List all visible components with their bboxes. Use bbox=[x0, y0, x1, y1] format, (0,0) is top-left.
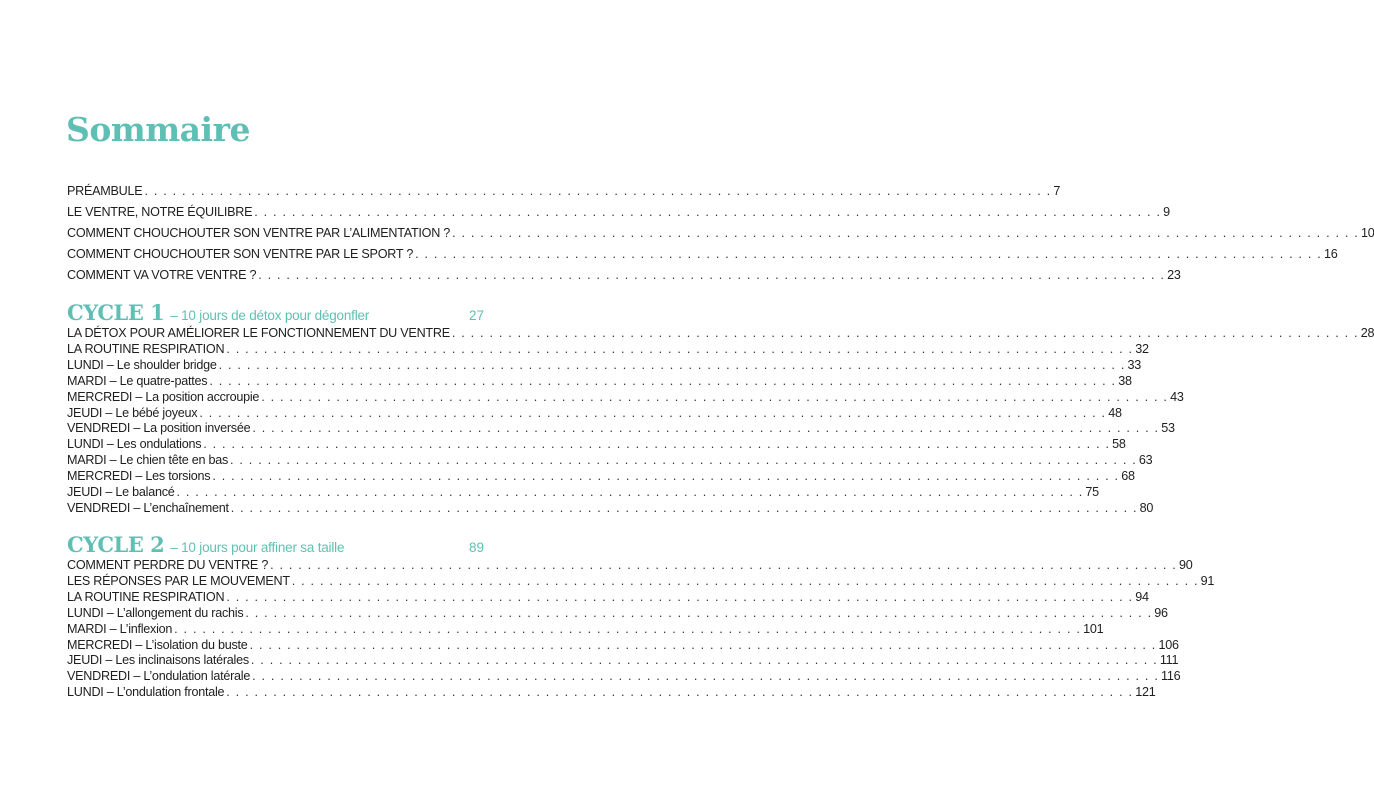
toc-entry-label: LE VENTRE, NOTRE ÉQUILIBRE bbox=[67, 205, 253, 219]
toc-entry[interactable] bbox=[67, 605, 1168, 622]
toc-entry-page: 58 bbox=[1112, 437, 1126, 452]
toc-entry[interactable] bbox=[67, 621, 1104, 638]
toc-entry-page: 23 bbox=[1167, 268, 1181, 282]
dot-leader: . . . . . . . . . . . . . . . . . . . . . . . . . . . . . . . . . . . . . . . . . . . . . . . . . . . . . . . . . . . . . . . . . . . . . . . . . . . . . . . . . . . . . . . . . . . . . . . . . bbox=[144, 184, 1052, 198]
toc-entry-label: LUNDI – Les ondulations bbox=[67, 437, 202, 452]
toc-entry-page: 16 bbox=[1324, 247, 1338, 261]
toc-entry-page: 111 bbox=[1159, 653, 1179, 668]
cycle-name: CYCLE 2 bbox=[67, 532, 165, 557]
toc-entry-label: MARDI – Le quatre-pattes bbox=[67, 373, 208, 388]
toc-entry-page: 91 bbox=[1200, 573, 1215, 588]
toc-entry[interactable] bbox=[67, 326, 1374, 342]
toc-entry-page: 48 bbox=[1108, 405, 1122, 420]
toc-entry[interactable] bbox=[67, 558, 1193, 574]
toc-entry-label: JEUDI – Le bébé joyeux bbox=[67, 405, 198, 420]
dot-leader: . . . . . . . . . . . . . . . . . . . . . . . . . . . . . . . . . . . . . . . . . . . . . . . . . . . . . . . . . . . . . . . . . . . . . . . . . . . . . . . . . . . . . . . . . . . . . . . . . bbox=[249, 637, 1157, 652]
toc-entry[interactable] bbox=[67, 223, 1374, 244]
toc-entry-label: MERCREDI – La position accroupie bbox=[67, 389, 260, 404]
toc-entry-label: COMMENT PERDRE DU VENTRE ? bbox=[67, 558, 269, 572]
toc-entry-label: LA DÉTOX POUR AMÉLIORER LE FONCTIONNEMENT DU VENTRE bbox=[67, 326, 450, 340]
toc-entry-label: PRÉAMBULE bbox=[67, 184, 143, 198]
toc-entry[interactable] bbox=[67, 589, 1149, 606]
toc-entry[interactable] bbox=[67, 265, 1181, 286]
dot-leader: . . . . . . . . . . . . . . . . . . . . . . . . . . . . . . . . . . . . . . . . . . . . . . . . . . . . . . . . . . . . . . . . . . . . . . . . . . . . . . . . . . . . . . . . . . . . . . . . . bbox=[250, 653, 1158, 668]
toc-entry-page: 80 bbox=[1139, 500, 1154, 515]
toc-entry-label: LA ROUTINE RESPIRATION bbox=[67, 589, 225, 604]
toc-entry-page: 106 bbox=[1158, 637, 1179, 652]
toc-entry-page: 28 bbox=[1360, 326, 1374, 340]
toc-entry-page: 116 bbox=[1161, 669, 1181, 684]
toc-entry-page: 63 bbox=[1138, 453, 1153, 468]
toc-entry-label: LUNDI – L’allongement du rachis bbox=[67, 605, 244, 620]
dot-leader: . . . . . . . . . . . . . . . . . . . . . . . . . . . . . . . . . . . . . . . . . . . . . . . . . . . . . . . . . . . . . . . . . . . . . . . . . . . . . . . . . . . . . . . . . . . . . . . . . bbox=[252, 421, 1160, 436]
dot-leader: . . . . . . . . . . . . . . . . . . . . . . . . . . . . . . . . . . . . . . . . . . . . . . . . . . . . . . . . . . . . . . . . . . . . . . . . . . . . . . . . . . . . . . . . . . . . . . . . . bbox=[291, 573, 1199, 588]
toc-entry-label: LA ROUTINE RESPIRATION bbox=[67, 341, 225, 356]
dot-leader: . . . . . . . . . . . . . . . . . . . . . . . . . . . . . . . . . . . . . . . . . . . . . . . . . . . . . . . . . . . . . . . . . . . . . . . . . . . . . . . . . . . . . . . . . . . . . . . . . bbox=[218, 357, 1126, 372]
toc-entry-page: 68 bbox=[1121, 469, 1135, 484]
toc-entry[interactable] bbox=[67, 437, 1126, 453]
toc-entry-page: 7 bbox=[1053, 184, 1061, 198]
toc-entry-page: 121 bbox=[1135, 685, 1156, 700]
toc-entry-label: COMMENT CHOUCHOUTER SON VENTRE PAR LE SPORT ? bbox=[67, 247, 414, 261]
dot-leader: . . . . . . . . . . . . . . . . . . . . . . . . . . . . . . . . . . . . . . . . . . . . . . . . . . . . . . . . . . . . . . . . . . . . . . . . . . . . . . . . . . . . . . . . . . . . . . . . . bbox=[203, 437, 1111, 452]
cycle-page: 27 bbox=[468, 308, 484, 323]
dot-leader: . . . . . . . . . . . . . . . . . . . . . . . . . . . . . . . . . . . . . . . . . . . . . . . . . . . . . . . . . . . . . . . . . . . . . . . . . . . . . . . . . . . . . . . . . . . . . . . . . bbox=[226, 685, 1134, 700]
dot-leader: . . . . . . . . . . . . . . . . . . . . . . . . . . . . . . . . . . . . . . . . . . . . . . . . . . . . . . . . . . . . . . . . . . . . . . . . . . . . . . . . . . . . . . . . . . . . . . . . . bbox=[226, 341, 1134, 356]
toc-entry-label: MERCREDI – L’isolation du buste bbox=[67, 637, 248, 652]
toc-entry-page: 10 bbox=[1360, 226, 1374, 240]
dot-leader: . . . . . . . . . . . . . . . . . . . . . . . . . . . . . . . . . . . . . . . . . . . . . . . . . . . . . . . . . . . . . . . . . . . . . . . . . . . . . . . . . . . . . . . . . . . . . . . . . bbox=[230, 453, 1137, 468]
toc-entry[interactable] bbox=[67, 669, 1181, 685]
toc-entry[interactable] bbox=[67, 637, 1179, 654]
toc-entry[interactable] bbox=[67, 469, 1135, 485]
dot-leader: . . . . . . . . . . . . . . . . . . . . . . . . . . . . . . . . . . . . . . . . . . . . . . . . . . . . . . . . . . . . . . . . . . . . . . . . . . . . . . . . . . . . . . . . . . . . . . . . . bbox=[452, 226, 1359, 240]
dot-leader: . . . . . . . . . . . . . . . . . . . . . . . . . . . . . . . . . . . . . . . . . . . . . . . . . . . . . . . . . . . . . . . . . . . . . . . . . . . . . . . . . . . . . . . . . . . . . . . . . bbox=[212, 469, 1120, 484]
page-title: Sommaire bbox=[66, 110, 250, 149]
toc-entry-label: LUNDI – L’ondulation frontale bbox=[67, 685, 225, 700]
toc-entry-page: 94 bbox=[1135, 589, 1149, 604]
dot-leader: . . . . . . . . . . . . . . . . . . . . . . . . . . . . . . . . . . . . . . . . . . . . . . . . . . . . . . . . . . . . . . . . . . . . . . . . . . . . . . . . . . . . . . . . . . . . . . . . . bbox=[226, 589, 1134, 604]
cycle-subtitle: – 10 jours pour affiner sa taille bbox=[170, 540, 345, 555]
dot-leader: . . . . . . . . . . . . . . . . . . . . . . . . . . . . . . . . . . . . . . . . . . . . . . . . . . . . . . . . . . . . . . . . . . . . . . . . . . . . . . . . . . . . . . . . . . . . . . . . . bbox=[261, 389, 1169, 404]
toc-entry-label: VENDREDI – L’ondulation latérale bbox=[67, 669, 251, 684]
dot-leader: . . . . . . . . . . . . . . . . . . . . . . . . . . . . . . . . . . . . . . . . . . . . . . . . . . . . . . . . . . . . . . . . . . . . . . . . . . . . . . . . . . . . . . . . . . . . . . . . . bbox=[258, 268, 1166, 282]
toc-entry-label: MERCREDI – Les torsions bbox=[67, 469, 211, 484]
toc-entry-label: VENDREDI – L’enchaînement bbox=[67, 500, 229, 515]
cycle-heading[interactable] bbox=[67, 300, 484, 324]
cycle-subtitle: – 10 jours de détox pour dégonfler bbox=[170, 308, 370, 323]
dot-leader: . . . . . . . . . . . . . . . . . . . . . . . . . . . . . . . . . . . . . . . . . . . . . . . . . . . . . . . . . . . . . . . . . . . . . . . . . . . . . . . . . . . . . . . . . . . . . . . . . bbox=[199, 405, 1107, 420]
toc-entry-page: 75 bbox=[1085, 485, 1099, 500]
toc-entry[interactable] bbox=[67, 181, 1061, 202]
toc-entry[interactable] bbox=[67, 485, 1099, 501]
cycle-2-section bbox=[67, 532, 1215, 701]
toc-entry[interactable] bbox=[67, 405, 1122, 422]
toc-entry[interactable] bbox=[67, 373, 1132, 390]
cycle-name: CYCLE 1 bbox=[67, 300, 165, 325]
dot-leader: . . . . . . . . . . . . . . . . . . . . . . . . . . . . . . . . . . . . . . . . . . . . . . . . . . . . . . . . . . . . . . . . . . . . . . . . . . . . . . . . . . . . . . . . . . . . . . . . . bbox=[270, 558, 1177, 572]
toc-entry-page: 43 bbox=[1170, 389, 1184, 404]
dot-leader: . . . . . . . . . . . . . . . . . . . . . . . . . . . . . . . . . . . . . . . . . . . . . . . . . . . . . . . . . . . . . . . . . . . . . . . . . . . . . . . . . . . . . . . . . . . . . . . . . bbox=[176, 485, 1084, 500]
toc-entry-label: VENDREDI – La position inversée bbox=[67, 421, 251, 436]
toc-entry[interactable] bbox=[67, 500, 1154, 517]
toc-entry[interactable] bbox=[67, 453, 1153, 469]
dot-leader: . . . . . . . . . . . . . . . . . . . . . . . . . . . . . . . . . . . . . . . . . . . . . . . . . . . . . . . . . . . . . . . . . . . . . . . . . . . . . . . . . . . . . . . . . . . . . . . . . bbox=[252, 669, 1160, 684]
toc-entry-page: 9 bbox=[1163, 205, 1170, 219]
dot-leader: . . . . . . . . . . . . . . . . . . . . . . . . . . . . . . . . . . . . . . . . . . . . . . . . . . . . . . . . . . . . . . . . . . . . . . . . . . . . . . . . . . . . . . . . . . . . . . . . . bbox=[230, 500, 1138, 515]
toc-entry[interactable] bbox=[67, 341, 1149, 358]
cycle-1-section bbox=[67, 300, 1374, 517]
toc-entry-page: 33 bbox=[1127, 357, 1142, 372]
toc-entry-label: COMMENT VA VOTRE VENTRE ? bbox=[67, 268, 257, 282]
toc-entry-page: 53 bbox=[1161, 421, 1175, 436]
toc-entry[interactable] bbox=[67, 244, 1338, 265]
toc-entry-label: JEUDI – Le balancé bbox=[67, 485, 175, 500]
cycle-heading[interactable] bbox=[67, 532, 484, 556]
dot-leader: . . . . . . . . . . . . . . . . . . . . . . . . . . . . . . . . . . . . . . . . . . . . . . . . . . . . . . . . . . . . . . . . . . . . . . . . . . . . . . . . . . . . . . . . . . . . . . . . . bbox=[174, 621, 1082, 636]
toc-entry-page: 32 bbox=[1135, 341, 1149, 356]
toc-entry[interactable] bbox=[67, 421, 1175, 437]
toc-entry[interactable] bbox=[67, 202, 1170, 223]
toc-entry-label: COMMENT CHOUCHOUTER SON VENTRE PAR L’ALIMENTATION ? bbox=[67, 226, 451, 240]
toc-entry-label: LES RÉPONSES PAR LE MOUVEMENT bbox=[67, 573, 290, 588]
toc-entry[interactable] bbox=[67, 389, 1184, 406]
cycle-page: 89 bbox=[468, 540, 484, 555]
dot-leader: . . . . . . . . . . . . . . . . . . . . . . . . . . . . . . . . . . . . . . . . . . . . . . . . . . . . . . . . . . . . . . . . . . . . . . . . . . . . . . . . . . . . . . . . . . . . . . . . . bbox=[254, 205, 1162, 219]
toc-entry-page: 90 bbox=[1179, 558, 1193, 572]
toc-entry-label: JEUDI – Les inclinaisons latérales bbox=[67, 653, 249, 668]
toc-entry[interactable] bbox=[67, 653, 1179, 669]
dot-leader: . . . . . . . . . . . . . . . . . . . . . . . . . . . . . . . . . . . . . . . . . . . . . . . . . . . . . . . . . . . . . . . . . . . . . . . . . . . . . . . . . . . . . . . . . . . . . . . . . bbox=[415, 247, 1322, 261]
dot-leader: . . . . . . . . . . . . . . . . . . . . . . . . . . . . . . . . . . . . . . . . . . . . . . . . . . . . . . . . . . . . . . . . . . . . . . . . . . . . . . . . . . . . . . . . . . . . . . . . . bbox=[209, 373, 1117, 388]
dot-leader: . . . . . . . . . . . . . . . . . . . . . . . . . . . . . . . . . . . . . . . . . . . . . . . . . . . . . . . . . . . . . . . . . . . . . . . . . . . . . . . . . . . . . . . . . . . . . . . . . bbox=[245, 605, 1153, 620]
toc-entry-label: LUNDI – Le shoulder bridge bbox=[67, 357, 217, 372]
toc-entry-page: 101 bbox=[1083, 621, 1104, 636]
toc-entry[interactable] bbox=[67, 357, 1142, 374]
dot-leader: . . . . . . . . . . . . . . . . . . . . . . . . . . . . . . . . . . . . . . . . . . . . . . . . . . . . . . . . . . . . . . . . . . . . . . . . . . . . . . . . . . . . . . . . . . . . . . . . . bbox=[451, 326, 1359, 340]
toc-entry-page: 38 bbox=[1118, 373, 1132, 388]
toc-entry-label: MARDI – Le chien tête en bas bbox=[67, 453, 229, 468]
intro-list bbox=[67, 181, 1374, 286]
toc-entry-label: MARDI – L’inflexion bbox=[67, 621, 173, 636]
toc-entry-page: 96 bbox=[1154, 605, 1168, 620]
toc-entry[interactable] bbox=[67, 573, 1215, 590]
toc-entry[interactable] bbox=[67, 685, 1156, 701]
